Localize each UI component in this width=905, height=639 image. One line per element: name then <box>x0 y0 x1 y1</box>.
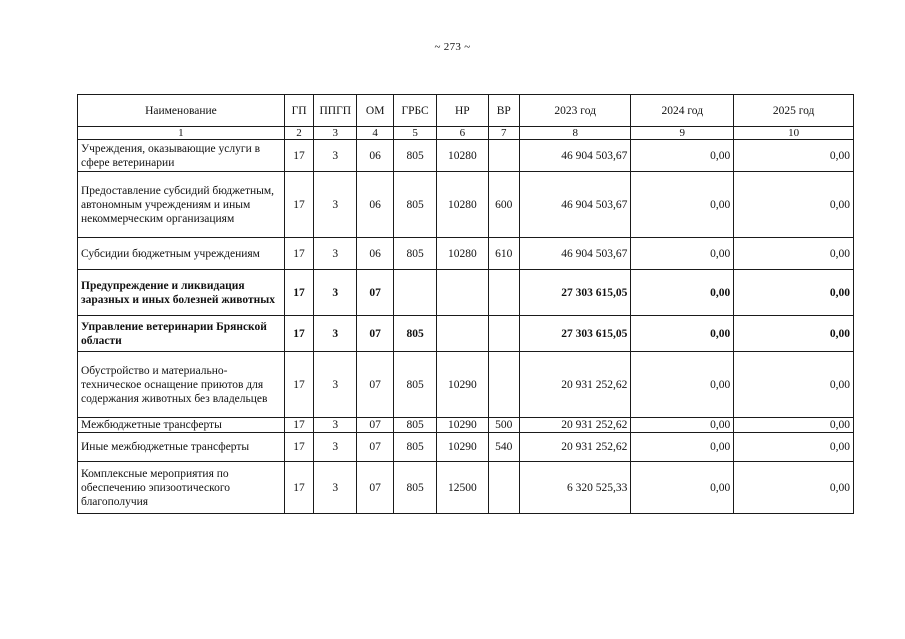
cell-gp: 17 <box>284 316 313 352</box>
cell-2024: 0,00 <box>631 140 734 172</box>
cell-name: Предупреждение и ликвидация заразных и иных болезней животных <box>78 270 285 316</box>
cell-gp: 17 <box>284 418 313 433</box>
header-grbs: ГРБС <box>394 95 437 127</box>
cell-ppgp: 3 <box>314 462 357 514</box>
header-2023: 2023 год <box>520 95 631 127</box>
cell-vr <box>488 352 520 418</box>
cell-vr: 540 <box>488 433 520 462</box>
cell-vr <box>488 270 520 316</box>
column-number: 10 <box>734 127 854 140</box>
header-om: ОМ <box>357 95 394 127</box>
header-ppgp: ППГП <box>314 95 357 127</box>
cell-ppgp: 3 <box>314 238 357 270</box>
cell-np <box>437 316 488 352</box>
cell-vr <box>488 462 520 514</box>
cell-np: 10280 <box>437 238 488 270</box>
cell-2023: 27 303 615,05 <box>520 316 631 352</box>
cell-grbs: 805 <box>394 140 437 172</box>
cell-ppgp: 3 <box>314 140 357 172</box>
cell-2024: 0,00 <box>631 270 734 316</box>
cell-vr <box>488 140 520 172</box>
cell-2023: 46 904 503,67 <box>520 172 631 238</box>
table-row <box>78 140 854 172</box>
cell-ppgp: 3 <box>314 418 357 433</box>
column-number: 8 <box>520 127 631 140</box>
cell-2023: 46 904 503,67 <box>520 140 631 172</box>
cell-name: Предоставление субсидий бюджетным, автономным учреждениям и иным некоммерческим организациям <box>78 172 285 238</box>
cell-vr: 500 <box>488 418 520 433</box>
cell-om: 07 <box>357 352 394 418</box>
cell-2024: 0,00 <box>631 316 734 352</box>
cell-name: Межбюджетные трансферты <box>78 418 285 433</box>
page-number: ~ 273 ~ <box>434 41 471 53</box>
cell-grbs: 805 <box>394 462 437 514</box>
cell-2024: 0,00 <box>631 433 734 462</box>
column-number: 4 <box>357 127 394 140</box>
cell-2024: 0,00 <box>631 238 734 270</box>
column-number: 7 <box>488 127 520 140</box>
cell-2025: 0,00 <box>734 352 854 418</box>
header-vr: ВР <box>488 95 520 127</box>
cell-ppgp: 3 <box>314 433 357 462</box>
table-row <box>78 172 854 238</box>
cell-2025: 0,00 <box>734 270 854 316</box>
cell-np: 12500 <box>437 462 488 514</box>
column-number-row <box>78 127 854 140</box>
cell-om: 07 <box>357 418 394 433</box>
header-2024: 2024 год <box>631 95 734 127</box>
cell-grbs: 805 <box>394 172 437 238</box>
cell-2024: 0,00 <box>631 462 734 514</box>
cell-gp: 17 <box>284 462 313 514</box>
cell-name: Обустройство и материально-техническое оснащение приютов для содержания животных без владельцев <box>78 352 285 418</box>
cell-gp: 17 <box>284 140 313 172</box>
cell-name: Управление ветеринарии Брянской области <box>78 316 285 352</box>
cell-np: 10290 <box>437 418 488 433</box>
cell-ppgp: 3 <box>314 316 357 352</box>
cell-2025: 0,00 <box>734 418 854 433</box>
table-row <box>78 316 854 352</box>
cell-2023: 46 904 503,67 <box>520 238 631 270</box>
cell-om: 06 <box>357 172 394 238</box>
cell-gp: 17 <box>284 270 313 316</box>
cell-grbs <box>394 270 437 316</box>
cell-name: Иные межбюджетные трансферты <box>78 433 285 462</box>
column-number: 5 <box>394 127 437 140</box>
cell-om: 07 <box>357 433 394 462</box>
table-row <box>78 238 854 270</box>
cell-name: Субсидии бюджетным учреждениям <box>78 238 285 270</box>
cell-ppgp: 3 <box>314 352 357 418</box>
cell-np <box>437 270 488 316</box>
cell-2023: 6 320 525,33 <box>520 462 631 514</box>
cell-2025: 0,00 <box>734 462 854 514</box>
column-number: 6 <box>437 127 488 140</box>
cell-grbs: 805 <box>394 433 437 462</box>
cell-2025: 0,00 <box>734 238 854 270</box>
header-2025: 2025 год <box>734 95 854 127</box>
cell-vr: 610 <box>488 238 520 270</box>
header-name: Наименование <box>78 95 285 127</box>
cell-om: 07 <box>357 270 394 316</box>
table-body <box>78 140 854 514</box>
header-gp: ГП <box>284 95 313 127</box>
cell-np: 10290 <box>437 433 488 462</box>
column-number: 9 <box>631 127 734 140</box>
cell-2025: 0,00 <box>734 172 854 238</box>
cell-ppgp: 3 <box>314 270 357 316</box>
table-header-row <box>78 95 854 127</box>
cell-np: 10290 <box>437 352 488 418</box>
cell-gp: 17 <box>284 433 313 462</box>
cell-2024: 0,00 <box>631 418 734 433</box>
cell-2025: 0,00 <box>734 316 854 352</box>
cell-2024: 0,00 <box>631 172 734 238</box>
budget-table <box>77 94 854 514</box>
cell-grbs: 805 <box>394 316 437 352</box>
cell-vr: 600 <box>488 172 520 238</box>
cell-np: 10280 <box>437 172 488 238</box>
cell-2023: 27 303 615,05 <box>520 270 631 316</box>
column-number: 1 <box>78 127 285 140</box>
table-row <box>78 433 854 462</box>
cell-om: 07 <box>357 462 394 514</box>
cell-grbs: 805 <box>394 418 437 433</box>
header-np: НР <box>437 95 488 127</box>
cell-om: 06 <box>357 140 394 172</box>
table-row <box>78 270 854 316</box>
table-row <box>78 418 854 433</box>
cell-2023: 20 931 252,62 <box>520 418 631 433</box>
cell-grbs: 805 <box>394 352 437 418</box>
cell-np: 10280 <box>437 140 488 172</box>
cell-2023: 20 931 252,62 <box>520 352 631 418</box>
cell-name: Учреждения, оказывающие услуги в сфере ветеринарии <box>78 140 285 172</box>
cell-grbs: 805 <box>394 238 437 270</box>
cell-2025: 0,00 <box>734 140 854 172</box>
cell-2024: 0,00 <box>631 352 734 418</box>
cell-om: 07 <box>357 316 394 352</box>
table-row <box>78 462 854 514</box>
cell-ppgp: 3 <box>314 172 357 238</box>
cell-2025: 0,00 <box>734 433 854 462</box>
cell-gp: 17 <box>284 238 313 270</box>
cell-vr <box>488 316 520 352</box>
cell-gp: 17 <box>284 172 313 238</box>
cell-gp: 17 <box>284 352 313 418</box>
column-number: 2 <box>284 127 313 140</box>
cell-om: 06 <box>357 238 394 270</box>
table-row <box>78 352 854 418</box>
cell-name: Комплексные мероприятия по обеспечению эпизоотического благополучия <box>78 462 285 514</box>
column-number: 3 <box>314 127 357 140</box>
cell-2023: 20 931 252,62 <box>520 433 631 462</box>
